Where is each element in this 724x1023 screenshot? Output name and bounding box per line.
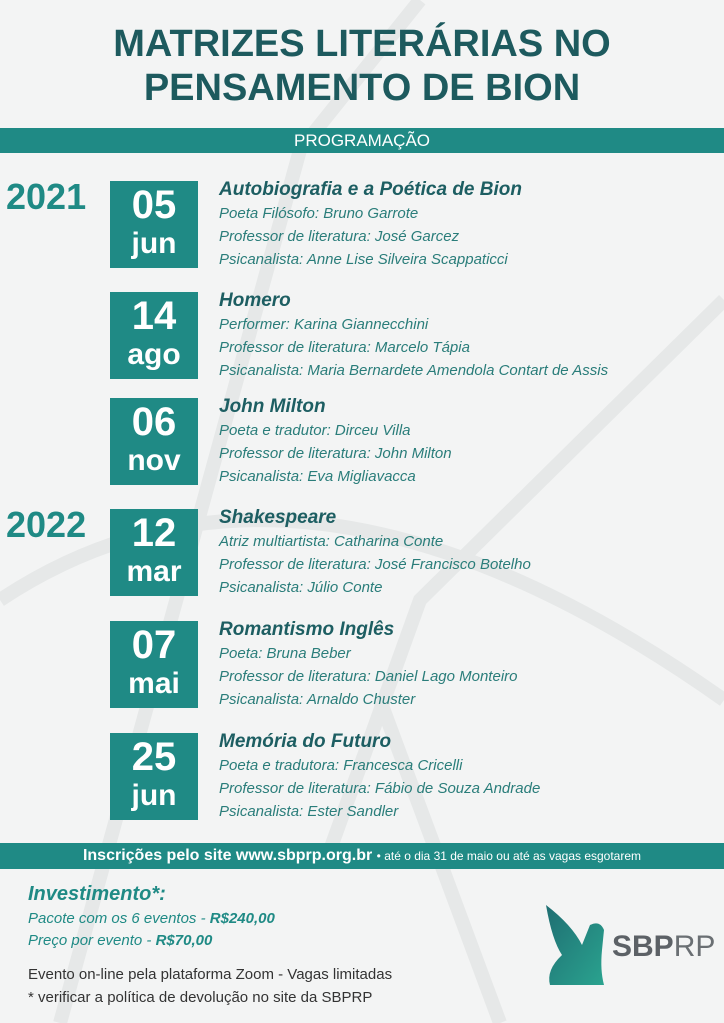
event-details	[219, 288, 608, 382]
event-details	[219, 729, 540, 823]
event-participant: Psicanalista: Ester Sandler	[219, 803, 399, 820]
investment-heading: Investimento*:	[28, 883, 166, 905]
event-title: John Milton	[219, 396, 326, 417]
sphinx-logo-icon	[542, 900, 612, 990]
event-participant: Atriz multiartista: Catharina Conte	[219, 533, 444, 550]
event-participant: Professor de literatura: José Francisco Botelho	[219, 556, 531, 573]
date-box	[110, 733, 198, 820]
date-month: jun	[131, 779, 177, 812]
event-details	[219, 177, 522, 271]
year-label: 2022	[6, 504, 87, 545]
date-day: 05	[131, 183, 177, 227]
event-participant: Psicanalista: Arnaldo Chuster	[219, 691, 416, 708]
date-month: mai	[128, 667, 180, 700]
date-day: 14	[131, 294, 177, 338]
registration-bar	[0, 843, 724, 869]
sbprp-logo-text: SBPRP	[612, 930, 716, 963]
date-month: mar	[126, 555, 182, 588]
year-label: 2021	[6, 176, 87, 217]
event-participant: Poeta Filósofo: Bruno Garrote	[219, 205, 419, 222]
date-day: 12	[131, 511, 177, 555]
single-price: R$70,00	[155, 932, 213, 949]
event-participant: Professor de literatura: Marcelo Tápia	[219, 339, 470, 356]
date-month: ago	[127, 338, 181, 371]
registration-main: Inscrições pelo site www.sbprp.org.br	[82, 847, 373, 864]
event-participant: Professor de literatura: Fábio de Souza Andrade	[219, 780, 541, 797]
event-title: Autobiografia e a Poética de Bion	[219, 179, 522, 200]
event-participant: Psicanalista: Maria Bernardete Amendola Contart de Assis	[219, 362, 609, 379]
investment-section: Investimento*: Pacote com os 6 eventos - R$240,00 Preço por evento - R$70,00	[28, 880, 275, 952]
date-month: nov	[127, 444, 181, 477]
date-box	[110, 621, 198, 708]
event-participant: Poeta e tradutor: Dirceu Villa	[219, 422, 411, 439]
event-details	[219, 617, 518, 711]
package-price: R$240,00	[209, 910, 275, 927]
event-participant: Professor de literatura: John Milton	[219, 445, 452, 462]
date-month: jun	[131, 227, 177, 260]
event-details	[219, 505, 531, 599]
date-day: 07	[131, 623, 177, 667]
notes: Evento on-line pela plataforma Zoom - Vagas limitadas * verificar a política de devolução no site da SBPRP	[28, 966, 393, 1006]
event-title: Memória do Futuro	[219, 731, 392, 752]
event-participant: Psicanalista: Eva Migliavacca	[219, 468, 416, 485]
event-title: Homero	[219, 290, 291, 311]
event-participant: Poeta: Bruna Beber	[219, 645, 351, 662]
event-participant: Poeta e tradutora: Francesca Cricelli	[219, 757, 463, 774]
event-title: Shakespeare	[219, 507, 337, 528]
date-day: 06	[131, 400, 177, 444]
program-banner: PROGRAMAÇÃO	[0, 128, 724, 153]
registration-detail: • até o dia 31 de maio ou até as vagas esgotarem	[376, 849, 642, 863]
date-day: 25	[131, 735, 177, 779]
event-participant: Psicanalista: Júlio Conte	[219, 579, 383, 596]
date-box	[110, 398, 198, 485]
event-title: Romantismo Inglês	[219, 619, 395, 640]
date-box	[110, 292, 198, 379]
page-title: MATRIZES LITERÁRIAS NO PENSAMENTO DE BION	[113, 23, 611, 109]
date-box	[110, 509, 198, 596]
event-participant: Professor de literatura: José Garcez	[219, 228, 460, 245]
date-box	[110, 181, 198, 268]
event-participant: Psicanalista: Anne Lise Silveira Scappaticci	[219, 251, 508, 268]
event-participant: Professor de literatura: Daniel Lago Monteiro	[219, 668, 518, 685]
event-participant: Performer: Karina Giannecchini	[219, 316, 429, 333]
event-details	[219, 394, 452, 488]
